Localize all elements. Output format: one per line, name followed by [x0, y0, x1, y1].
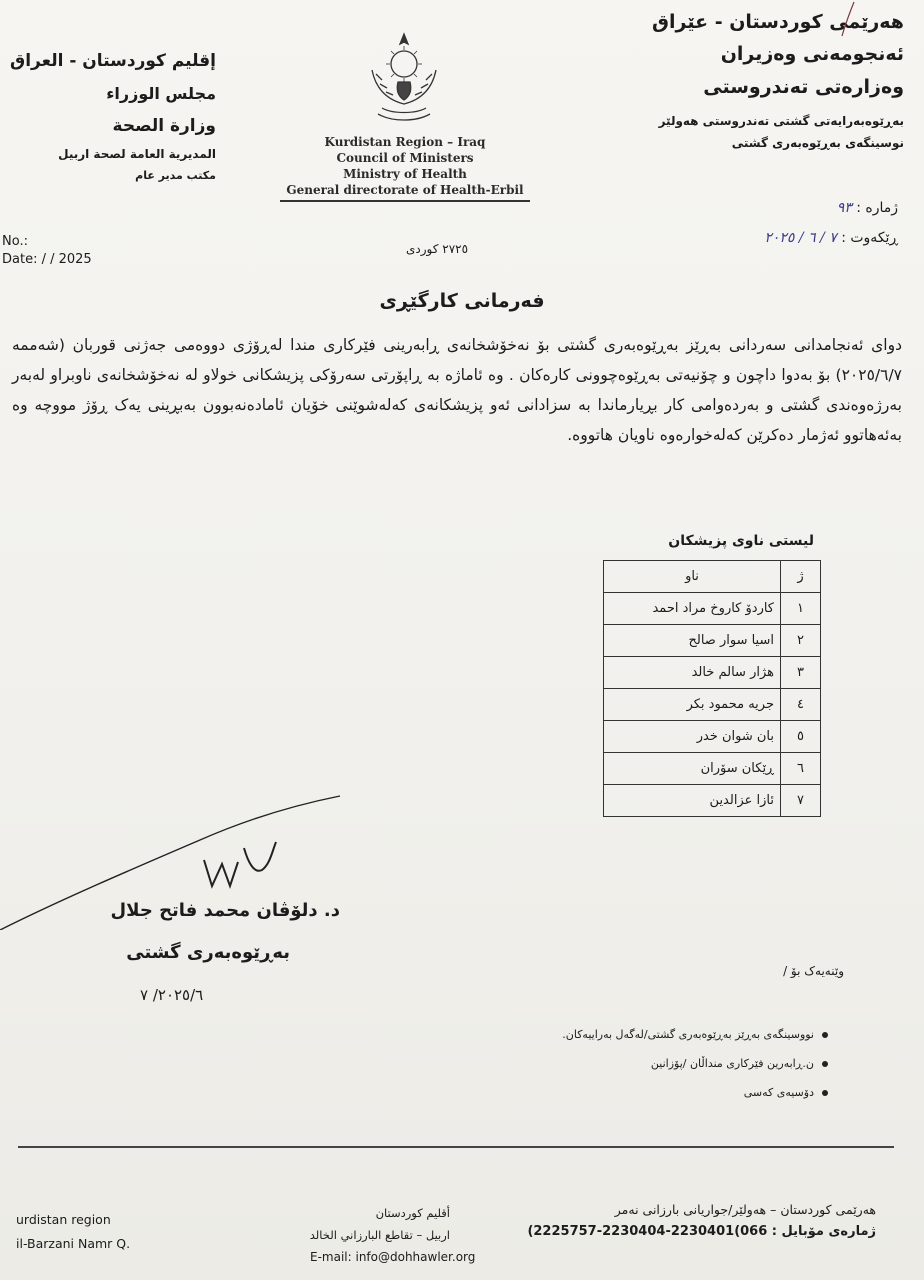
row-number: ٥	[781, 721, 821, 753]
row-number: ٦	[781, 753, 821, 785]
header-arabic-ministry: وزارة الصحة	[112, 116, 216, 136]
header-arabic-directorate: المديرية العامة لصحة اربيل	[58, 147, 216, 161]
row-number: ٧	[781, 785, 821, 817]
header-arabic-council: مجلس الوزراء	[106, 84, 216, 103]
reference-number-kurdish	[837, 200, 898, 216]
ink-mark-icon	[824, 0, 864, 40]
table-row	[604, 785, 821, 817]
table-row	[604, 657, 821, 689]
table-row	[604, 721, 821, 753]
header-arabic	[6, 44, 216, 186]
signatory-name: د. دلۆڤان محمد فاتح جلال	[110, 900, 340, 921]
table-row	[604, 689, 821, 721]
table-row	[604, 753, 821, 785]
copy-to-item: نووسینگەی بەڕێز بەڕێوەبەری گشتی/لەگەل بەراییەکان.	[392, 1020, 832, 1049]
table-row	[604, 593, 821, 625]
header-arabic-office: مكتب مدير عام	[135, 169, 216, 182]
doctor-name: کاردۆ کاروخ مراد احمد	[604, 593, 781, 625]
column-header-number: ژ	[781, 561, 821, 593]
copy-to-item: ن.ڕابەرین فێرکاری منداڵان /پۆزانین	[392, 1049, 832, 1078]
doctor-name: جریە محمود بکر	[604, 689, 781, 721]
number-value: ٩٣	[836, 200, 852, 216]
copy-to-item: دۆسیەی کەسی	[392, 1078, 832, 1107]
doctor-name: هژار سالم خالد	[604, 657, 781, 689]
header-kurdish-region: هەرێمی کوردستان - عێراق	[652, 11, 904, 33]
footer-email: E-mail: info@dohhawler.org	[310, 1250, 476, 1264]
kurdistan-emblem-icon	[362, 30, 446, 130]
footer-arabic-address: اربيل – تقاطع البارزاني الخالد	[309, 1228, 450, 1242]
footer-english-region: urdistan region	[16, 1212, 111, 1227]
header-english-council: Council of Ministers	[336, 151, 474, 165]
footer-arabic-region: أقليم كوردستان	[375, 1206, 450, 1220]
doctor-name: بان شوان خدر	[604, 721, 781, 753]
table-row	[604, 625, 821, 657]
header-kurdish-office: نوسینگەی بەڕێوەبەری گشتی	[731, 136, 904, 150]
footer-divider	[18, 1146, 894, 1148]
header-kurdish-directorate: بەڕێوەبەرایەتی گشتی تەندروستی هەولێر	[658, 114, 904, 128]
doctor-name: ئازا عزالدین	[604, 785, 781, 817]
reference-number-label: No.:	[2, 234, 28, 249]
footer-phone: ژمارەی مۆبایل : 066)2230401-2230404-2225757)	[527, 1224, 876, 1239]
header-arabic-region: إقليم كوردستان - العراق	[10, 51, 216, 71]
header-english-region: Kurdistan Region – Iraq	[324, 135, 486, 149]
reference-date-label: Date: / / 2025	[2, 252, 92, 267]
signature-date: ٢٠٢٥/٦/ ٧	[140, 986, 204, 1004]
kurdish-year: ٢٧٢٥ كوردی	[406, 242, 469, 256]
reference-date-kurdish	[764, 230, 898, 246]
row-number: ٣	[781, 657, 821, 689]
copy-to-label: وێنەیەک بۆ /	[783, 964, 844, 978]
document-title: فەرمانی کارگێڕی	[379, 290, 545, 312]
date-label: ڕێکەوت :	[841, 230, 898, 246]
date-value: ٧ / ٦ / ٢٠٢٥	[764, 230, 837, 246]
footer-english-address: il-Barzani Namr Q.	[16, 1236, 131, 1251]
header-english	[280, 134, 530, 202]
row-number: ٢	[781, 625, 821, 657]
header-english-directorate: General directorate of Health-Erbil	[280, 182, 530, 202]
row-number: ١	[781, 593, 821, 625]
table-header-row	[604, 561, 821, 593]
header-kurdish-council: ئەنجومەنی وەزیران	[720, 43, 904, 65]
row-number: ٤	[781, 689, 821, 721]
doctors-list-title: لیستی ناوی پزیشکان	[668, 533, 814, 549]
document-body: دوای ئەنجامدانی سەردانی بەڕێز بەڕێوەبەری گشتی بۆ نەخۆشخانەی ڕابەرینی فێرکاری مندا لەڕۆژی دووەمی جەژنی قوربان (شەممە ٢٠٢٥/٦/٧) بۆ بەدوا داچون و چۆنیەتی بەڕێوەچوونی کارەکان . وە ئاماژە بە ڕاپۆرتی سەرۆکی پزیشکانی خولاو لە نەخۆشخانەی ناوبراو لەبەر بەرژەوەندی گشتی و بەردەوامی کار بڕیارماندا بە سزادانی ئەو پزیشکانەی کەلەشوێنی خۆیان ئامادەنەبوون بەبڕینی یەک ڕۆژ مووچە وە بەئەهاتوو ئەژمار دەکرێن کەلەخوارەوە ناویان هاتووە.	[12, 336, 902, 444]
signatory-role: بەڕێوەبەری گشتی	[126, 942, 290, 963]
header-english-ministry: Ministry of Health	[343, 167, 467, 181]
doctor-name: ڕێکان سۆران	[604, 753, 781, 785]
doctors-table	[603, 560, 821, 817]
copy-to-list	[392, 1020, 832, 1107]
footer-kurdish-address: هەرێمی کوردستان – هەولێر/جواریانی بارزانی نەمر	[614, 1202, 876, 1217]
number-label: ژمارە :	[856, 200, 898, 216]
column-header-name: ناو	[604, 561, 781, 593]
doctor-name: اسیا سوار صالح	[604, 625, 781, 657]
header-kurdish-ministry: وەزارەتی تەندروستی	[703, 76, 904, 98]
